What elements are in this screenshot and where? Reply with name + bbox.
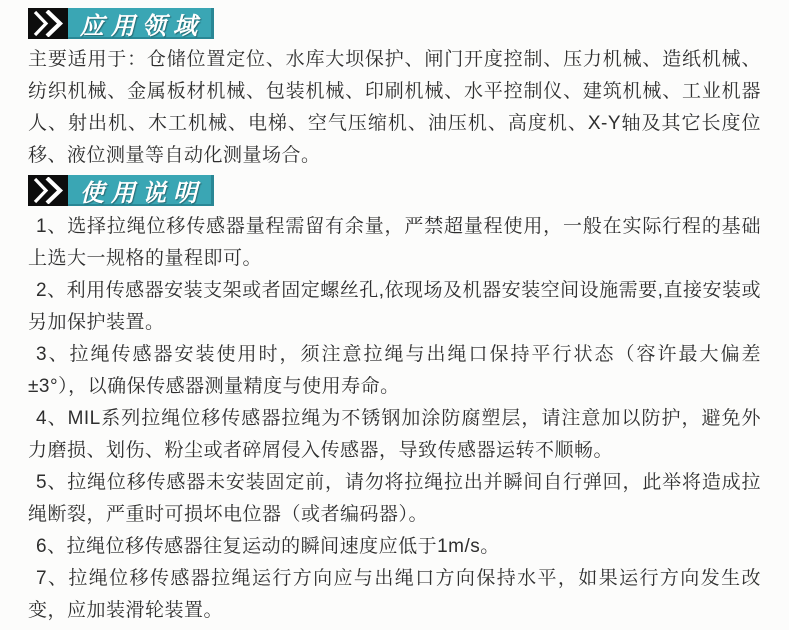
application-paragraph: 主要适用于：仓储位置定位、水库大坝保护、闸门开度控制、压力机械、造纸机械、纺织机械、金属板材机械、包装机械、印刷机械、水平控制仪、建筑机械、工业机器人、射出机、木工机械、电梯、空气压缩机、油压机、高度机、X-Y轴及其它长度位移、液位测量等自动化测量场合。 xyxy=(28,49,761,166)
usage-item-4: 4、MIL系列拉绳位移传感器拉绳为不锈钢加涂防腐塑层，请注意加以防护，避免外力磨损、划伤、粉尘或者碎屑侵入传感器，导致传感器运转不顺畅。 xyxy=(28,408,761,461)
usage-item-2: 2、利用传感器安装支架或者固定螺丝孔,依现场及机器安装空间设施需要,直接安装或另加保护装置。 xyxy=(28,280,761,333)
usage-item-1: 1、选择拉绳位移传感器量程需留有余量，严禁超量程使用，一般在实际行程的基础上选大一规格的量程即可。 xyxy=(28,216,761,269)
usage-item-3: 3、拉绳传感器安装使用时，须注意拉绳与出绳口保持平行状态（容许最大偏差±3°），以确保传感器测量精度与使用寿命。 xyxy=(28,344,761,397)
double-chevron-icon xyxy=(28,8,68,39)
section-header-application xyxy=(28,8,761,39)
section-title-application: 应用领域 xyxy=(68,8,214,39)
usage-item-7: 7、拉绳位移传感器拉绳运行方向应与出绳口方向保持水平，如果运行方向发生改变，应加装滑轮装置。 xyxy=(28,568,761,621)
usage-item-6: 6、拉绳位移传感器往复运动的瞬间速度应低于1m/s。 xyxy=(36,536,500,557)
section-header-usage xyxy=(28,175,761,206)
section-title-usage: 使用说明 xyxy=(68,175,214,206)
usage-instructions-list xyxy=(28,211,761,627)
double-chevron-icon xyxy=(28,175,68,206)
usage-item-5: 5、拉绳位移传感器未安装固定前，请勿将拉绳拉出并瞬间自行弹回，此举将造成拉绳断裂，严重时可损坏电位器（或者编码器）。 xyxy=(28,472,761,525)
